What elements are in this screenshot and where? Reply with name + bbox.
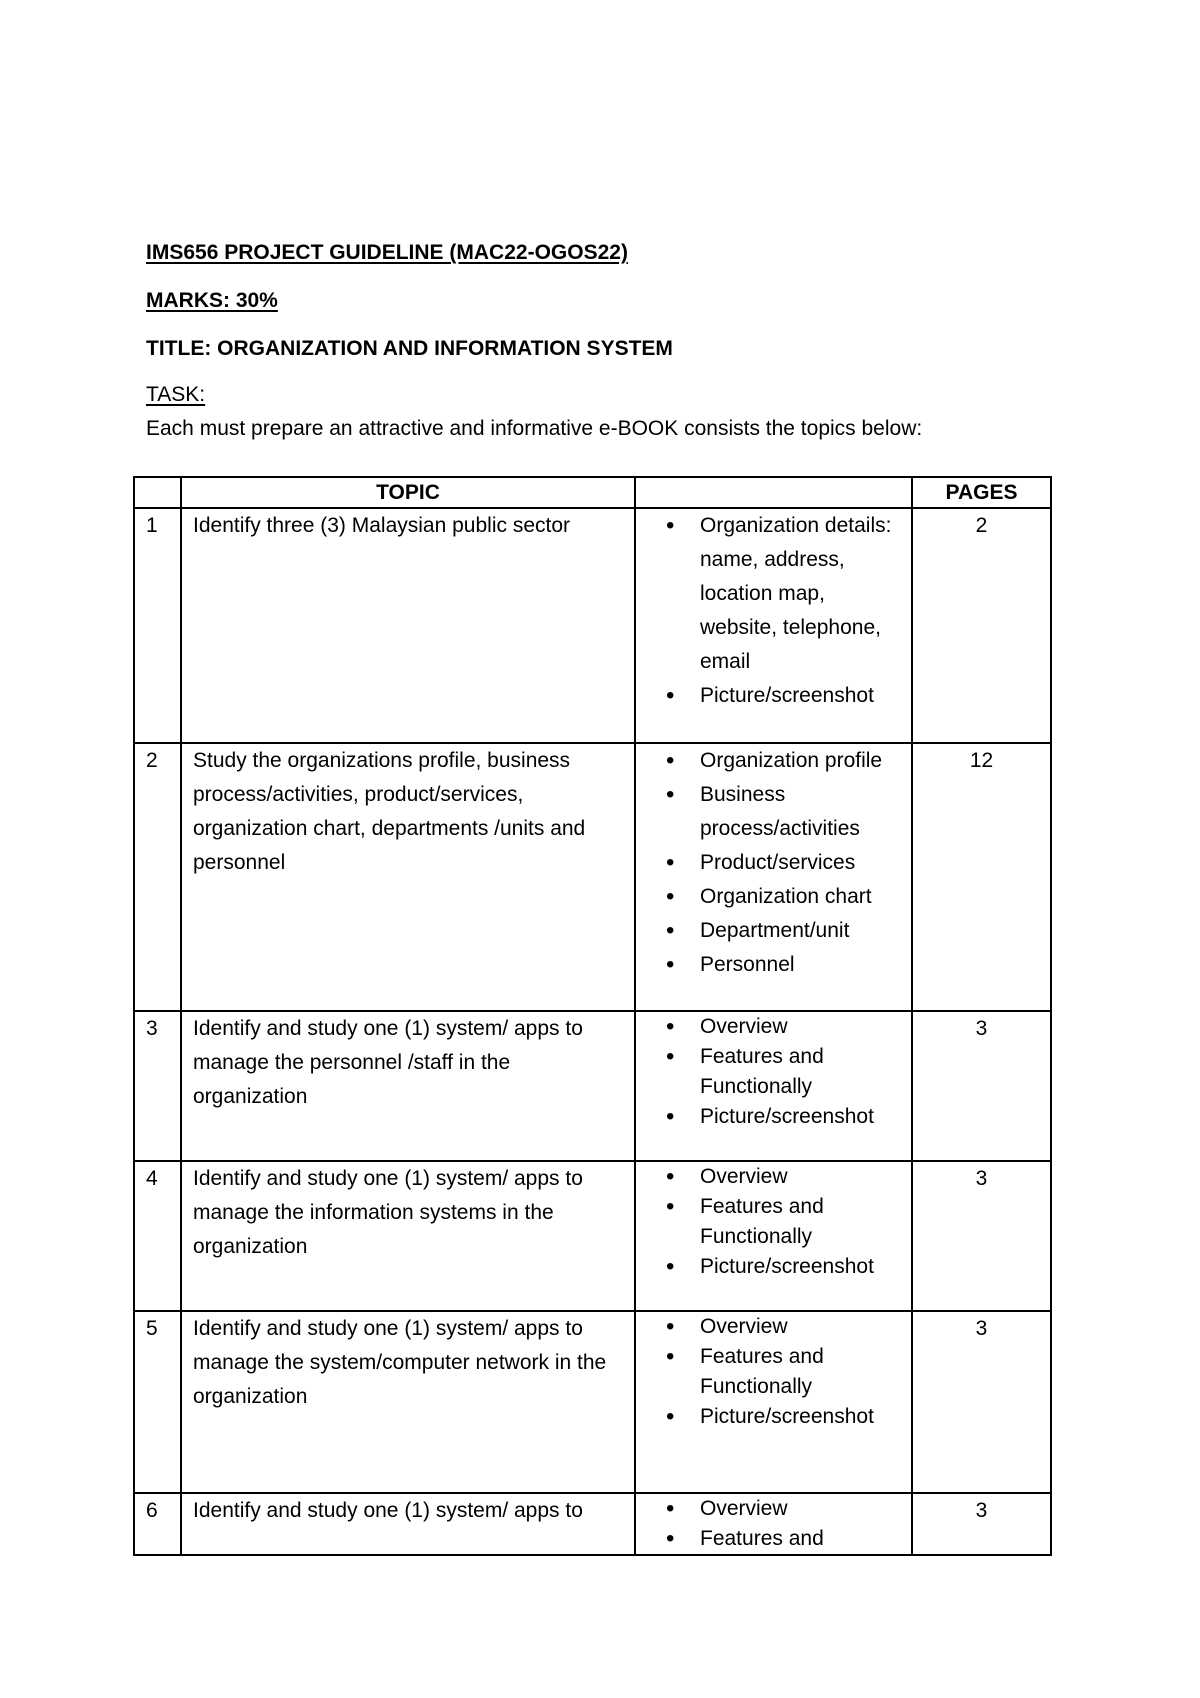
row-number: 6 [134,1493,181,1555]
topic-cell: Identify and study one (1) system/ apps to manage the system/computer network in the organization [181,1311,635,1493]
details-cell [635,1161,912,1311]
detail-item: • Organization chart [700,880,905,914]
details-list [636,509,911,713]
pages-cell: 3 [912,1311,1051,1493]
topic-cell: Identify and study one (1) system/ apps to manage the information systems in the organization [181,1161,635,1311]
header-number [134,477,181,508]
pages-cell: 3 [912,1161,1051,1311]
task-label: TASK: [146,383,206,406]
details-list [636,1494,911,1554]
details-cell [635,508,912,743]
detail-item: • Features and Functionally [700,1042,905,1102]
header-pages: PAGES [912,477,1051,508]
pages-cell: 2 [912,508,1051,743]
pages-cell: 12 [912,743,1051,1011]
details-cell [635,1493,912,1555]
row-number: 5 [134,1311,181,1493]
table-row [134,743,1051,1011]
detail-item: • Features and [700,1524,905,1554]
detail-item: • Picture/screenshot [700,1252,905,1282]
detail-item: • Organization details: name, address, location map, website, telephone, email [700,509,905,679]
header-details [635,477,912,508]
detail-item: • Features and Functionally [700,1342,905,1402]
detail-item: • Organization profile [700,744,905,778]
title-line: TITLE: ORGANIZATION AND INFORMATION SYSTEM [146,337,673,360]
table-row [134,1011,1051,1161]
detail-item: • Business process/activities [700,778,905,846]
header-topic: TOPIC [181,477,635,508]
detail-item: • Features and Functionally [700,1192,905,1252]
table-row [134,508,1051,743]
table-row [134,1311,1051,1493]
detail-item: • Picture/screenshot [700,679,905,713]
row-number: 2 [134,743,181,1011]
detail-item: • Picture/screenshot [700,1402,905,1432]
table-row [134,1493,1051,1555]
topic-cell: Study the organizations profile, business process/activities, product/services, organization chart, departments /units and personnel [181,743,635,1011]
topic-cell: Identify and study one (1) system/ apps to [181,1493,635,1555]
document-title: IMS656 PROJECT GUIDELINE (MAC22-OGOS22) [146,241,628,264]
detail-item: • Overview [700,1494,905,1524]
details-list [636,744,911,982]
table-row [134,1161,1051,1311]
detail-item: • Overview [700,1162,905,1192]
detail-item: • Department/unit [700,914,905,948]
topics-table [133,476,1052,1556]
task-description: Each must prepare an attractive and informative e-BOOK consists the topics below: [146,417,923,440]
details-cell [635,1311,912,1493]
pages-cell: 3 [912,1011,1051,1161]
detail-item: • Personnel [700,948,905,982]
detail-item: • Overview [700,1012,905,1042]
row-number: 3 [134,1011,181,1161]
topic-cell: Identify three (3) Malaysian public sector [181,508,635,743]
pages-cell: 3 [912,1493,1051,1555]
row-number: 1 [134,508,181,743]
details-list [636,1012,911,1132]
detail-item: • Product/services [700,846,905,880]
details-list [636,1312,911,1432]
details-list [636,1162,911,1282]
details-cell [635,743,912,1011]
marks-line: MARKS: 30% [146,289,278,312]
detail-item: • Picture/screenshot [700,1102,905,1132]
topic-cell: Identify and study one (1) system/ apps to manage the personnel /staff in the organization [181,1011,635,1161]
table-header-row [134,477,1051,508]
row-number: 4 [134,1161,181,1311]
detail-item: • Overview [700,1312,905,1342]
details-cell [635,1011,912,1161]
